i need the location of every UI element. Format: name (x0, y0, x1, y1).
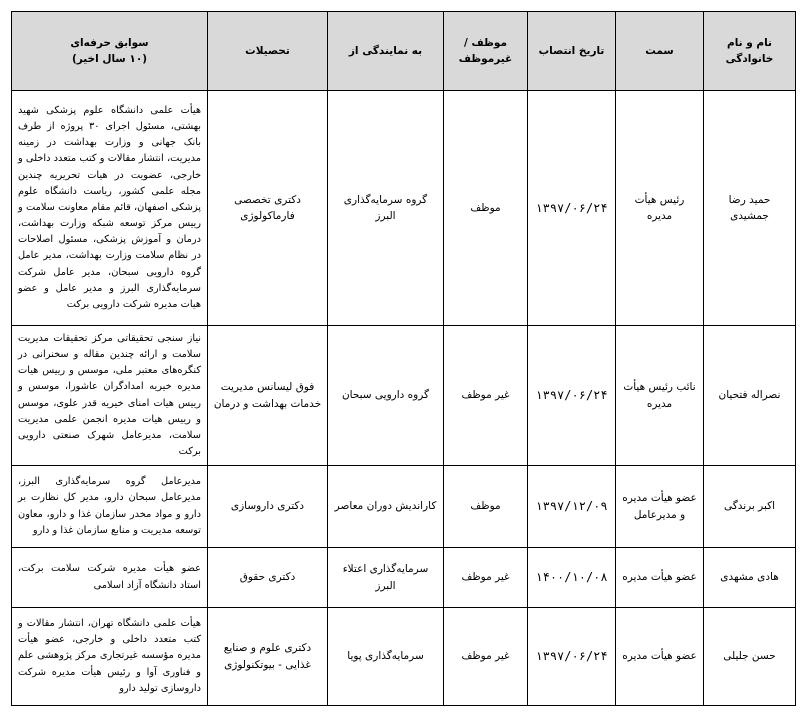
member-history: عضو هیأت مدیره شرکت سلامت برکت، استاد دانشگاه آزاد اسلامی (12, 548, 208, 608)
member-appointment-date: ۱۳۹۷/۰۶/۲۴ (528, 608, 616, 706)
member-appointment-date: ۱۳۹۷/۰۶/۲۴ (528, 326, 616, 466)
board-members-table (11, 11, 796, 706)
member-history: هیأت علمی دانشگاه علوم پزشکی شهید بهشتی، مسئول اجرای ۳۰ پروژه از طرف بانک جهانی و وزارت بهداشت در زمینه مدیریت، انتشار مقالات و کتب متعدد داخلی و خارجی، عضویت در هیات تحریریه چندین مجله علمی کشور، ریاست دانشگاه علوم پزشکی اصفهان، قائم مقام معاونت سلامت و رییس مرکز توسعه شبکه وزارت بهداشت، درمان و آموزش پزشکی، مسئول اصلاحات در نظام سلامت وزارت بهداشت، مدیر عامل گروه دارویی سبحان، مدیر عامل شرکت سرمایه‌گذاری البرز و مدیر عامل و عضو هیات مدیره شرکت دارویی برکت (12, 91, 208, 326)
header-education: تحصیلات (208, 12, 328, 91)
table-row (12, 608, 796, 706)
member-name: اکبر برندگی (704, 466, 796, 548)
member-status: موظف (444, 91, 528, 326)
member-history: هیأت علمی دانشگاه تهران، انتشار مقالات و کتب متعدد داخلی و خارجی، عضو هیأت مدیره مؤسسه غیرتجاری مرکز پژوهشی علم و فناوری آوا و رئیس هیأت مدیره شرکت داروسازی تولید دارو (12, 608, 208, 706)
member-history: نیاز سنجی تحقیقاتی مرکز تحقیقات مدیریت سلامت و ارائه چندین مقاله و سخنرانی در کنگره‌های معتبر ملی، موسس و رییس هیات مدیره خیریه امدادگران عاشورا، موسس و رییس هیات امنای خیریه قدر علوی، موسس و رییس هیات مدیره انجمن علمی مدیریت سلامت، مدیرعامل شهرک صنعتی دارویی برکت (12, 326, 208, 466)
member-position: نائب رئیس هیأت مدیره (616, 326, 704, 466)
member-education: دکتری داروسازی (208, 466, 328, 548)
member-appointment-date: ۱۴۰۰/۱۰/۰۸ (528, 548, 616, 608)
member-representing: کارانديش دوران معاصر (328, 466, 444, 548)
header-history-subtitle: (۱۰ سال اخیر) (71, 53, 148, 65)
member-education: دکتری علوم و صنایع غذایی - بیوتکنولوژی (208, 608, 328, 706)
header-row (12, 12, 796, 91)
member-appointment-date: ۱۳۹۷/۰۶/۲۴ (528, 91, 616, 326)
member-position: عضو هیأت مدیره و مدیرعامل (616, 466, 704, 548)
header-history (12, 12, 208, 91)
member-status: غیر موظف (444, 326, 528, 466)
board-members-table-container (11, 11, 795, 706)
table-row (12, 548, 796, 608)
header-appointment-date: تاریخ انتصاب (528, 12, 616, 91)
header-history-title: سوابق حرفه‌ای (70, 36, 149, 49)
header-name: نام و نام خانوادگی (704, 12, 796, 91)
member-name: حمید رضا جمشیدی (704, 91, 796, 326)
member-education: دکتری تخصصی فارماکولوژی (208, 91, 328, 326)
table-row (12, 326, 796, 466)
member-position: عضو هیأت مدیره (616, 548, 704, 608)
table-row (12, 466, 796, 548)
member-history: مدیرعامل گروه سرمایه‌گذاری البرز، مدیرعامل سبحان دارو، مدیر کل نظارت بر دارو و مواد مخدر سازمان غذا و دارو، معاون توسعه مدیریت و منابع سازمان غذا و دارو (12, 466, 208, 548)
header-position: سمت (616, 12, 704, 91)
member-status: غیر موظف (444, 608, 528, 706)
member-name: هادی مشهدی (704, 548, 796, 608)
member-education: فوق لیسانس مدیریت خدمات بهداشت و درمان (208, 326, 328, 466)
header-representing: به نمایندگی از (328, 12, 444, 91)
header-status: موظف /غیرموظف (444, 12, 528, 91)
member-representing: گروه دارویی سبحان (328, 326, 444, 466)
member-name: نصراله فتحیان (704, 326, 796, 466)
member-representing: سرمایه‌گذاری پویا (328, 608, 444, 706)
member-status: موظف (444, 466, 528, 548)
member-status: غیر موظف (444, 548, 528, 608)
member-appointment-date: ۱۳۹۷/۱۲/۰۹ (528, 466, 616, 548)
member-position: رئیس هیأت مدیره (616, 91, 704, 326)
member-name: حسن جلیلی (704, 608, 796, 706)
member-education: دکتری حقوق (208, 548, 328, 608)
member-position: عضو هیأت مدیره (616, 608, 704, 706)
table-row (12, 91, 796, 326)
member-representing: گروه سرمایه‌گذاری البرز (328, 91, 444, 326)
member-representing: سرمایه‌گذاری اعتلاء البرز (328, 548, 444, 608)
